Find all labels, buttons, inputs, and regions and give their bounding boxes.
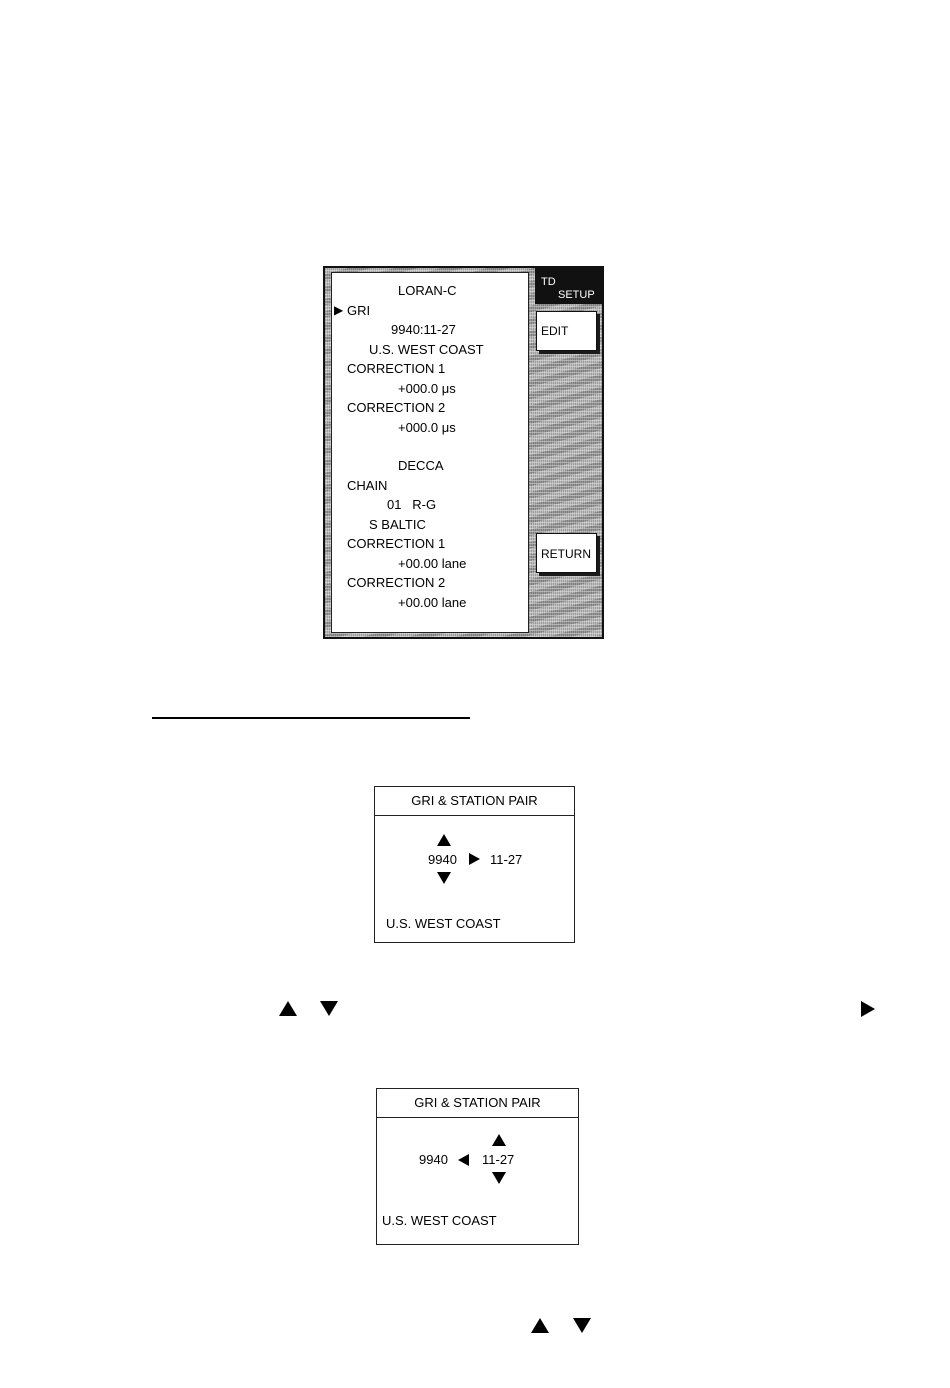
dialog-title: GRI & STATION PAIR [375,787,574,816]
td-setup-title [535,268,602,304]
decca-chain-name: S BALTIC [369,517,426,532]
down-arrow-icon[interactable] [492,1172,506,1184]
return-button-label: RETURN [541,547,591,561]
right-arrow-icon [861,1001,875,1017]
decca-chain-value: 01 R-G [387,497,437,512]
gri-field[interactable]: 9940 [419,1152,448,1167]
gri-field[interactable]: 9940 [428,852,457,867]
chain-name: U.S. WEST COAST [382,1213,497,1228]
decca-chain-label[interactable]: CHAIN [347,478,388,493]
up-arrow-icon [279,1001,297,1016]
td-setup-title-line1: TD [541,276,556,288]
loran-chain-name: U.S. WEST COAST [369,342,484,357]
decca-correction2-label[interactable]: CORRECTION 2 [347,575,446,590]
td-setup-title-line2: SETUP [558,289,595,301]
station-pair-field[interactable]: 11-27 [490,852,523,867]
edit-button-label: EDIT [541,324,569,338]
gri-label[interactable]: GRI [347,303,371,318]
cursor-right-icon: ▶ [334,303,344,317]
section-divider [152,717,470,719]
loran-correction2-label[interactable]: CORRECTION 2 [347,400,446,415]
down-arrow-icon [320,1001,338,1016]
loran-header: LORAN-C [398,283,457,298]
dialog-title: GRI & STATION PAIR [377,1089,578,1118]
td-setup-list-panel [331,272,529,633]
up-arrow-icon[interactable] [492,1134,506,1146]
gri-station-pair-dialog-2 [376,1088,579,1245]
td-setup-screen [323,266,604,639]
station-pair-field[interactable]: 11-27 [482,1152,515,1167]
return-button[interactable] [536,533,597,573]
loran-correction1-value: +000.0 μs [398,381,456,396]
decca-correction2-value: +00.00 lane [398,595,467,610]
gri-value: 9940:11-27 [391,322,456,337]
down-arrow-icon[interactable] [437,872,451,884]
right-arrow-icon[interactable] [469,853,480,865]
loran-correction1-label[interactable]: CORRECTION 1 [347,361,446,376]
up-arrow-icon [531,1318,549,1333]
decca-correction1-value: +00.00 lane [398,556,467,571]
edit-button[interactable] [536,311,597,351]
loran-correction2-value: +000.0 μs [398,420,456,435]
gri-station-pair-dialog-1 [374,786,575,943]
down-arrow-icon [573,1318,591,1333]
left-arrow-icon[interactable] [458,1154,469,1166]
up-arrow-icon[interactable] [437,834,451,846]
chain-name: U.S. WEST COAST [386,916,501,931]
decca-correction1-label[interactable]: CORRECTION 1 [347,536,446,551]
decca-header: DECCA [398,458,444,473]
